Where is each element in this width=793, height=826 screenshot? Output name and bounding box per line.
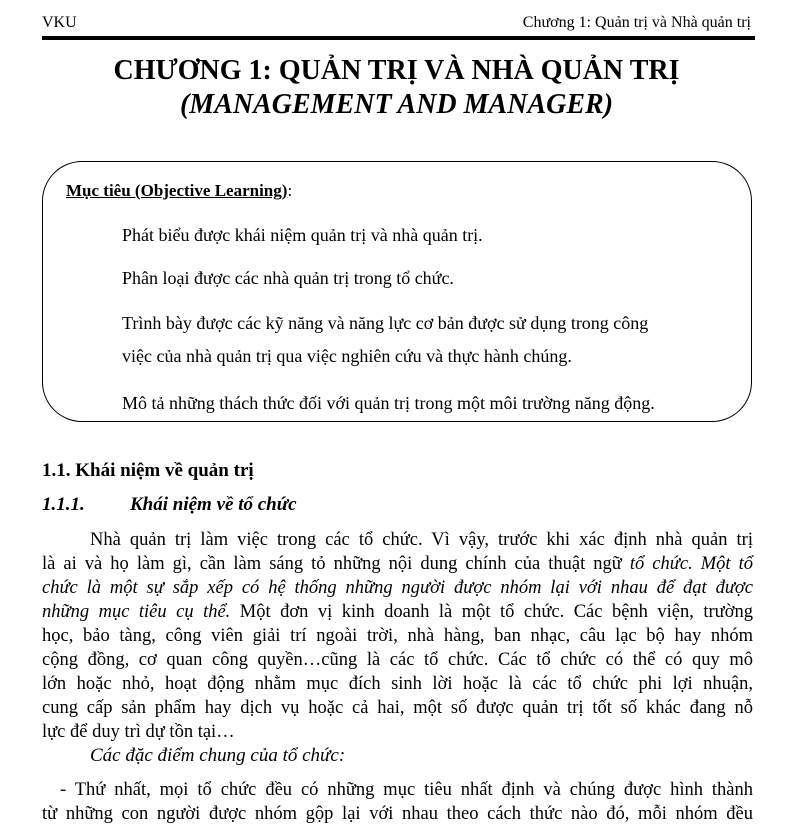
objectives-heading-colon: : [287, 181, 293, 200]
paragraph-characteristics [42, 778, 753, 826]
para-text: Một đơn vị kinh doanh là một tổ chức. Các bệnh viện, trường [230, 602, 753, 622]
para-text: . [688, 554, 701, 574]
objective-item: Phát biểu được khái niệm quản trị và nhà quản trị. [122, 225, 483, 245]
subsection-number: 1.1.1. [42, 494, 85, 515]
para-line [42, 552, 753, 576]
paragraph-organization [42, 528, 753, 744]
para-line: lực để duy trì dự tồn tại… [42, 722, 235, 742]
chapter-title: CHƯƠNG 1: QUẢN TRỊ VÀ NHÀ QUẢN TRỊ [113, 55, 680, 86]
para-line: chức là một sự sắp xếp có hệ thống những người được nhóm lại với nhau để đạt được [42, 578, 753, 598]
subsection-heading [42, 494, 297, 516]
objectives-heading-text: Mục tiêu (Objective Learning) [66, 181, 288, 200]
page-header [42, 12, 755, 40]
para-line: - Thứ nhất, mọi tổ chức đều có những mục tiêu nhất định và chúng được hình thành [60, 780, 753, 800]
para-definition: những mục tiêu cụ thể. [42, 602, 231, 622]
para-term: tổ chức [629, 554, 689, 574]
subsection-title: Khái niệm về tổ chức [130, 494, 297, 515]
para-line: cung cấp sản phẩm hay dịch vụ hoặc cả hai, một số được quản trị tốt số khác đang nỗ [42, 698, 753, 718]
header-right: Chương 1: Quản trị và Nhà quản trị [522, 14, 751, 31]
para-line: lớn hoặc nhỏ, hoạt động nhằm mục đích sinh lời hoặc là các tổ chức phi lợi nhuận, [42, 674, 753, 694]
objective-item: việc của nhà quản trị qua việc nghiên cứu và thực hành chúng. [122, 346, 572, 366]
objective-item: Mô tả những thách thức đối với quản trị trong một môi trường năng động. [122, 393, 655, 413]
objective-item: Trình bày được các kỹ năng và năng lực cơ bản được sử dụng trong công [122, 313, 649, 333]
header-left: VKU [42, 14, 77, 31]
para-line: học, bảo tàng, công viên giải trí ngoài trời, nhà hàng, ban nhạc, câu lạc bộ hay nhóm [42, 626, 753, 646]
para-text: là ai và họ làm gì, cần làm sáng tỏ những nội dung chính của thuật ngữ [42, 554, 630, 574]
section-heading: 1.1. Khái niệm về quản trị [42, 460, 254, 481]
para-line: Nhà quản trị làm việc trong các tổ chức. Vì vậy, trước khi xác định nhà quản trị [90, 530, 753, 550]
objectives-heading [66, 181, 292, 201]
para-line: từ những con người được nhóm gộp lại với nhau theo cách thức nào đó, mỗi nhóm đều [42, 804, 753, 824]
para-line [42, 600, 753, 624]
characteristics-heading: Các đặc điểm chung của tổ chức: [90, 745, 346, 766]
chapter-subtitle: (MANAGEMENT AND MANAGER) [179, 89, 614, 120]
para-line: cộng đồng, cơ quan công quyền…cũng là các tổ chức. Các tổ chức có thể có quy mô [42, 650, 753, 670]
para-definition: Một tổ [700, 554, 753, 574]
objective-item: Phân loại được các nhà quản trị trong tổ chức. [122, 268, 454, 288]
